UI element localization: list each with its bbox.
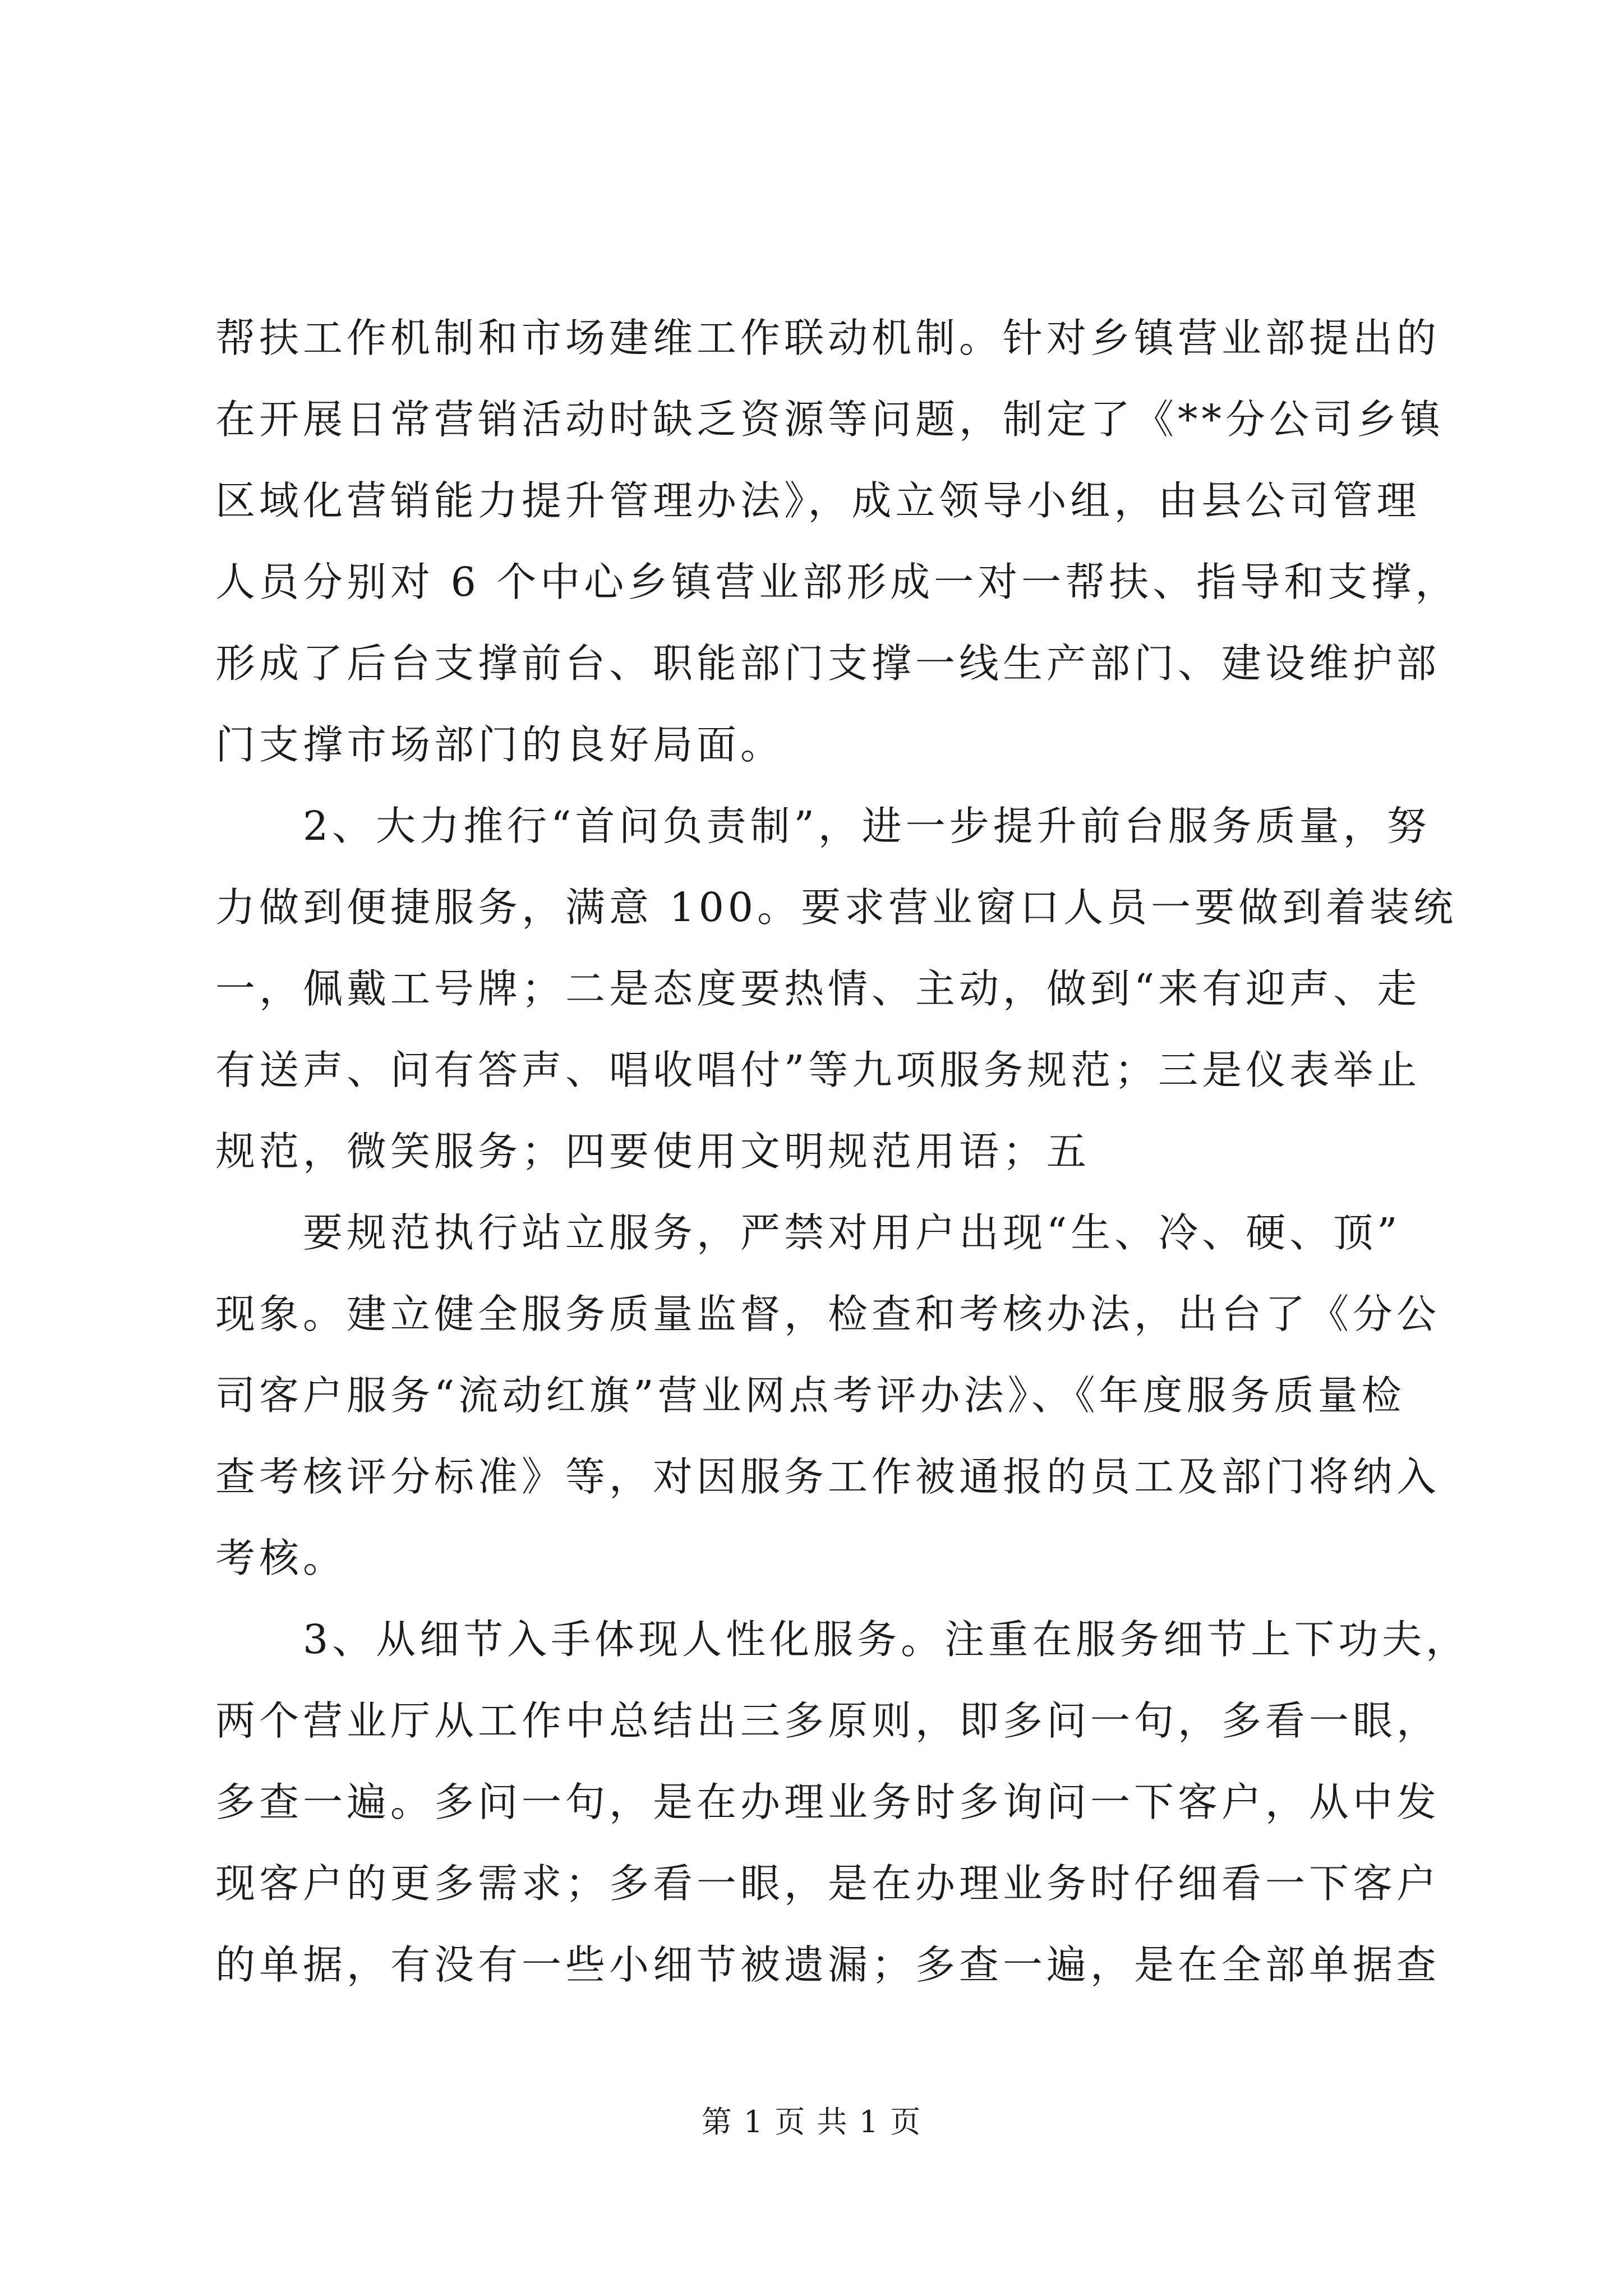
text-line: 现象。建立健全服务质量监督，检查和考核办法，出台了《分公 bbox=[215, 1291, 1441, 1337]
text-line: 区域化营销能力提升管理办法》，成立领导小组，由县公司管理 bbox=[215, 477, 1421, 524]
text-line: 帮扶工作机制和市场建维工作联动机制。针对乡镇营业部提出的 bbox=[215, 315, 1441, 361]
paragraph-start-line: 3、从细节入手体现人性化服务。注重在服务细节上下功夫， bbox=[303, 1616, 1470, 1663]
text-line: 的单据，有没有一些小细节被遗漏；多查一遍，是在全部单据查 bbox=[215, 1941, 1441, 1988]
paragraph-start-line: 2、大力推行“首问负责制”，进一步提升前台服务质量，努 bbox=[303, 803, 1431, 849]
text-line: 在开展日常营销活动时缺乏资源等问题，制定了《**分公司乡镇 bbox=[215, 396, 1445, 443]
text-line: 门支撑市场部门的良好局面。 bbox=[215, 721, 785, 768]
text-line: 形成了后台支撑前台、职能部门支撑一线生产部门、建设维护部 bbox=[215, 640, 1441, 687]
paragraph-start-line: 要规范执行站立服务，严禁对用户出现“生、冷、硬、顶” bbox=[303, 1209, 1401, 1256]
text-line: 力做到便捷服务，满意 100。要求营业窗口人员一要做到着装统 bbox=[215, 884, 1458, 931]
text-line: 一，佩戴工号牌；二是态度要热情、主动，做到“来有迎声、走 bbox=[215, 965, 1421, 1012]
text-line: 司客户服务“流动红旗”营业网点考评办法》、《年度服务质量检 bbox=[215, 1372, 1405, 1419]
text-line: 查考核评分标准》等，对因服务工作被通报的员工及部门将纳入 bbox=[215, 1453, 1441, 1500]
text-line: 现客户的更多需求；多看一眼，是在办理业务时仔细看一下客户 bbox=[215, 1860, 1441, 1907]
page-footer: 第 1 页 共 1 页 bbox=[701, 2104, 922, 2139]
text-line: 多查一遍。多问一句，是在办理业务时多询问一下客户，从中发 bbox=[215, 1779, 1441, 1825]
text-line: 有送声、问有答声、唱收唱付”等九项服务规范；三是仪表举止 bbox=[215, 1047, 1421, 1093]
text-line: 考核。 bbox=[215, 1535, 347, 1581]
body-text bbox=[215, 297, 1470, 2005]
text-line: 人员分别对 6 个中心乡镇营业部形成一对一帮扶、指导和支撑， bbox=[215, 559, 1459, 605]
text-line: 两个营业厅从工作中总结出三多原则，即多问一句，多看一眼， bbox=[215, 1697, 1441, 1744]
text-line: 规范，微笑服务；四要使用文明规范用语；五 bbox=[215, 1128, 1091, 1175]
